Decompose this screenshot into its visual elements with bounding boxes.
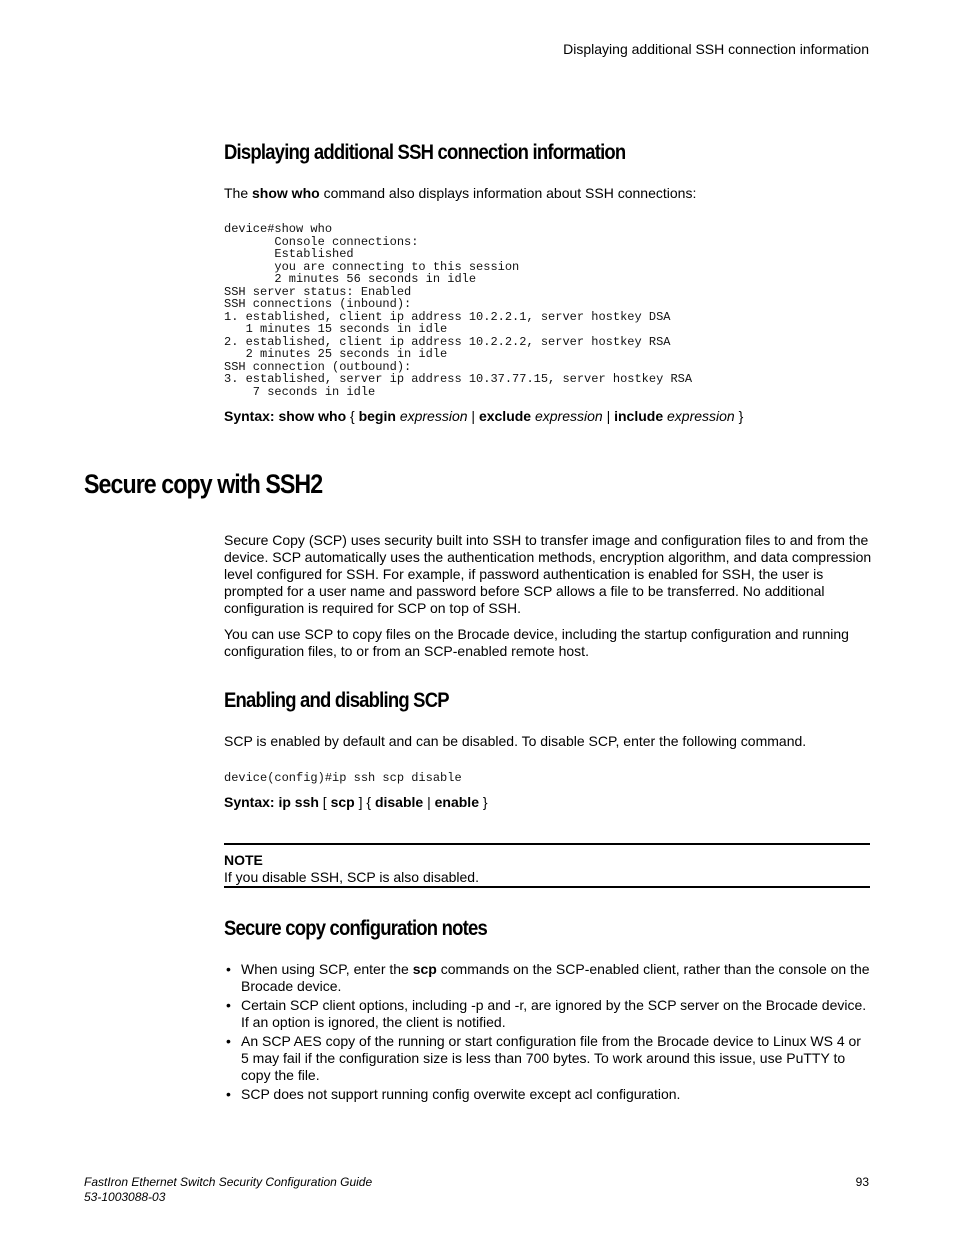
chapter-heading-secure-copy: Secure copy with SSH2 <box>84 469 323 499</box>
syntax-show-who: Syntax: show who { begin expression | exclude expression | include expression } <box>224 408 744 424</box>
section-heading-enabling-scp: Enabling and disabling SCP <box>224 689 449 712</box>
code-block-show-who: device#show who Console connections: Established you are connecting to this session 2 minutes 56 seconds in idle SSH server status: Enabled SSH connections (inbound): 1. established, client ip address 10.2.2.1, server hostkey DSA 1 minutes 15 seconds in idle 2. established, client ip address 10.2.2.2, server hostkey RSA 2 minutes 25 seconds in idle SSH connection (outbound): 3. established, server ip address 10.37.77.15, server hostkey RSA 7 seconds in idle <box>224 222 693 399</box>
scp-paragraph-2: You can use SCP to copy files on the Brocade device, including the startup configuration and running configuration files, to or from an SCP-enabled remote host. <box>224 626 849 659</box>
bullet-marker: • <box>226 961 231 977</box>
list-item: • SCP does not support running config overwite except acl configuration. <box>226 1086 681 1102</box>
note-bottom-rule <box>224 886 870 888</box>
note-top-rule <box>224 843 870 845</box>
inline-command: scp <box>412 961 437 977</box>
note-title: NOTE <box>224 852 263 868</box>
syntax-ip-ssh-scp: Syntax: ip ssh [ scp ] { disable | enable } <box>224 794 488 810</box>
section-heading-config-notes: Secure copy configuration notes <box>224 917 487 940</box>
list-item: • When using SCP, enter the scp commands on the SCP-enabled client, rather than the console on the Brocade device. <box>226 961 870 994</box>
page-number: 93 <box>855 1175 869 1189</box>
bullet-marker: • <box>226 997 231 1013</box>
footer-doc-number: 53-1003088-03 <box>84 1190 166 1204</box>
section-heading-ssh-info: Displaying additional SSH connection information <box>224 141 626 164</box>
bullet-marker: • <box>226 1033 231 1049</box>
inline-command: show who <box>252 185 320 201</box>
bullet-marker: • <box>226 1086 231 1102</box>
enabling-paragraph: SCP is enabled by default and can be disabled. To disable SCP, enter the following command. <box>224 733 807 749</box>
scp-paragraph-1: Secure Copy (SCP) uses security built into SSH to transfer image and configuration files to and from the device. SCP automatically uses the authentication methods, encryption algorithm, and data compression level configured for SSH. For example, if password authentication is enabled for SSH, the user is prompted for a user name and password before SCP allows a file to be transferred. No additional configuration is required for SCP on top of SSH. <box>224 532 872 616</box>
note-text: If you disable SSH, SCP is also disabled. <box>224 869 479 885</box>
footer-doc-title: FastIron Ethernet Switch Security Configuration Guide <box>84 1175 373 1189</box>
code-block-scp-disable: device(config)#ip ssh scp disable <box>224 771 462 785</box>
list-item: • Certain SCP client options, including -p and -r, are ignored by the SCP server on the Brocade device. If an option is ignored, the client is notified. <box>226 997 867 1030</box>
intro-paragraph: The show who command also displays information about SSH connections: <box>224 185 697 201</box>
config-notes-list <box>224 961 872 1105</box>
footer-doc-info <box>84 1175 372 1205</box>
list-item: • An SCP AES copy of the running or start configuration file from the Brocade device to Linux WS 4 or 5 may fail if the configuration size is less than 700 bytes. To work around this issue, use PuTTY to copy the file. <box>226 1033 861 1083</box>
running-header: Displaying additional SSH connection information <box>563 41 869 57</box>
